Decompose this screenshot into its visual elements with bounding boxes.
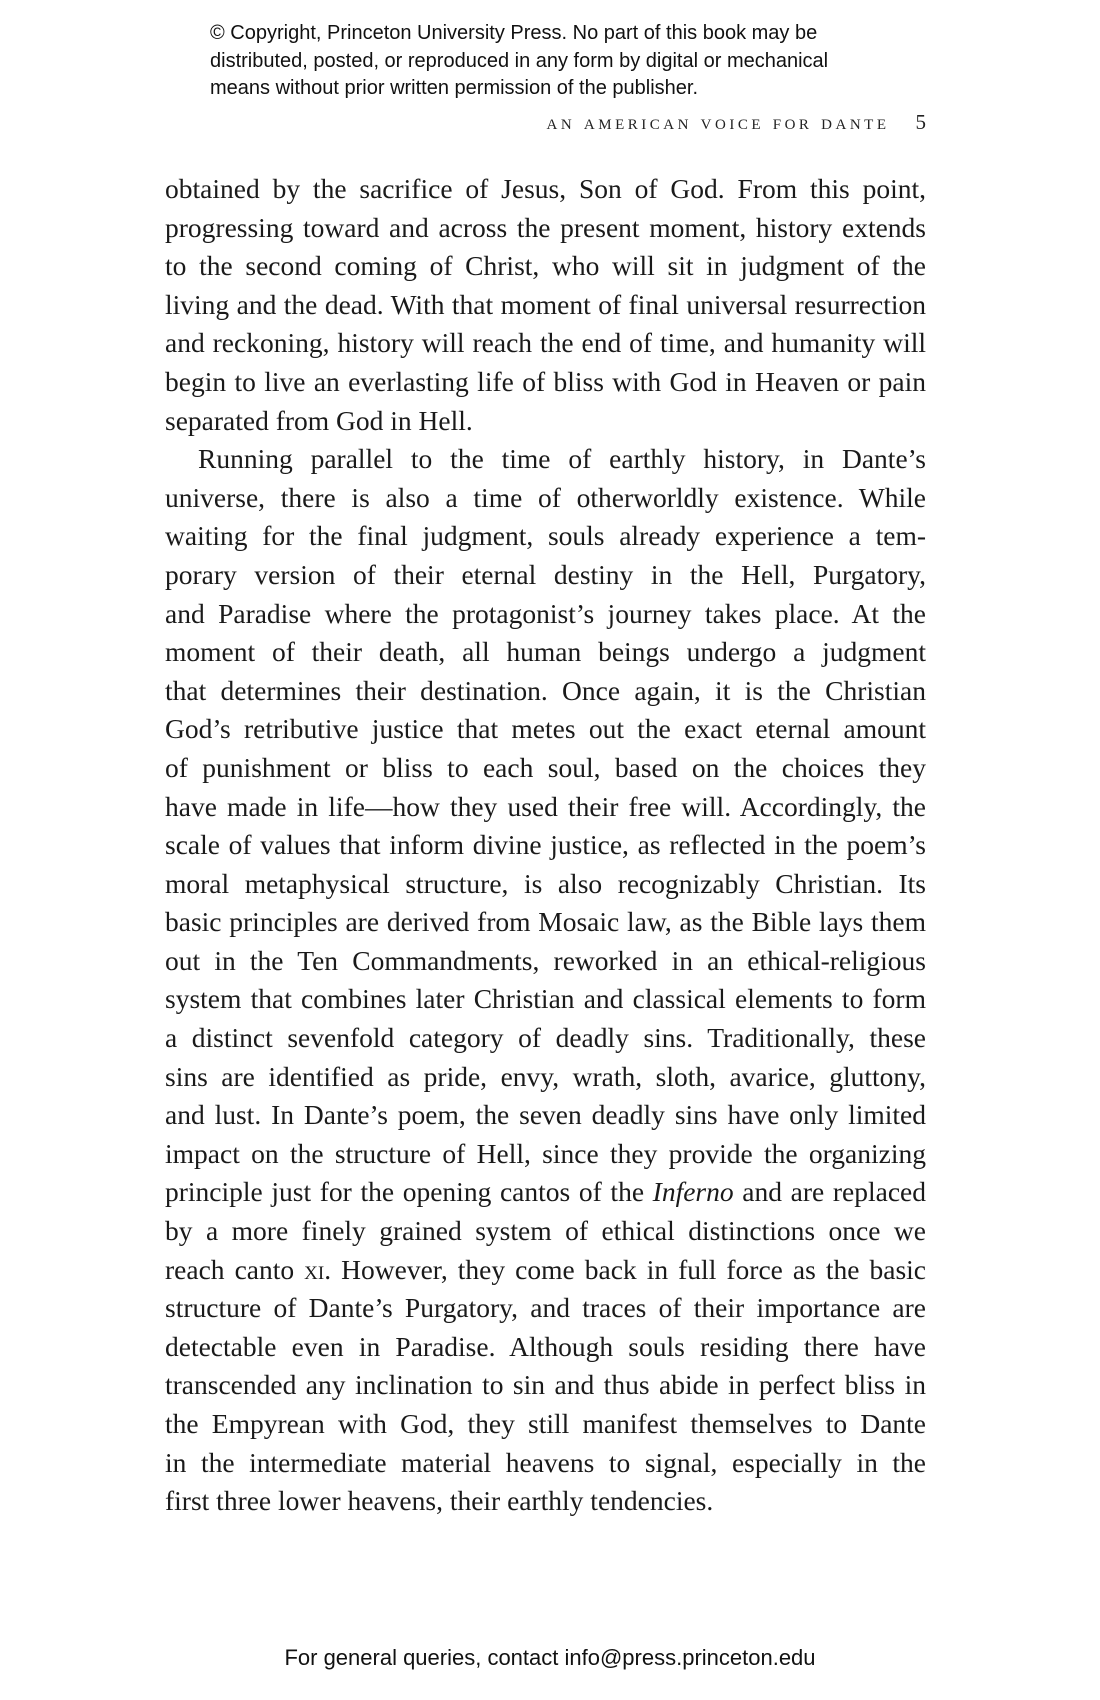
text-line: progressing toward and across the present moment, history extends xyxy=(165,211,926,243)
text-line: separated from God in Hell. xyxy=(165,404,473,436)
text-fragment: . However, they come back in full force as the basic xyxy=(324,1253,927,1285)
paragraph-2 xyxy=(165,440,926,1521)
text-fragment: reach canto xyxy=(165,1253,305,1285)
inferno-title: Inferno xyxy=(652,1176,734,1208)
text-line: of punishment or bliss to each soul, based on the choices they xyxy=(165,751,926,783)
text-line xyxy=(165,1173,926,1212)
text-line: begin to live an everlasting life of bliss with God in Heaven or pain xyxy=(165,365,926,397)
text-line: scale of values that inform divine justice, as reflected in the poem’s xyxy=(165,829,926,861)
text-line: moral metaphysical structure, is also recognizably Christian. Its xyxy=(165,867,926,899)
text-line: porary version of their eternal destiny in the Hell, Purgatory, xyxy=(165,558,926,590)
text-line: out in the Ten Commandments, reworked in an ethical-religious xyxy=(165,944,926,976)
text-line: basic principles are derived from Mosaic law, as the Bible lays them xyxy=(165,906,926,938)
text-fragment: and are replaced xyxy=(733,1176,926,1208)
text-line: living and the dead. With that moment of final universal resurrection xyxy=(165,288,926,320)
text-line: and reckoning, history will reach the end of time, and humanity will xyxy=(165,327,926,359)
footer-contact: For general queries, contact info@press.princeton.edu xyxy=(284,1645,816,1670)
text-line xyxy=(165,1251,926,1290)
copyright-line: © Copyright, Princeton University Press. No part of this book may be xyxy=(210,22,818,44)
text-line: the Empyrean with God, they still manifest themselves to Dante xyxy=(165,1408,926,1439)
text-line: to the second coming of Christ, who will sit in judgment of the xyxy=(165,250,926,282)
body-text xyxy=(165,170,926,1521)
text-line: Running parallel to the time of earthly history, in Dante’s xyxy=(198,443,926,475)
page-number: 5 xyxy=(915,110,926,134)
text-line: by a more finely grained system of ethical distinctions once we xyxy=(165,1215,926,1247)
text-fragment: principle just for the opening cantos of the xyxy=(165,1176,653,1208)
text-line: have made in life—how they used their free will. Accordingly, the xyxy=(165,790,926,822)
text-line: detectable even in Paradise. Although souls residing there have xyxy=(165,1330,926,1362)
text-line: and lust. In Dante’s poem, the seven deadly sins have only limited xyxy=(165,1099,926,1131)
text-line: waiting for the final judgment, souls already experience a tem- xyxy=(165,520,926,552)
running-head xyxy=(165,110,926,135)
text-line: a distinct sevenfold category of deadly sins. Traditionally, these xyxy=(165,1022,926,1054)
text-line: structure of Dante’s Purgatory, and traces of their importance are xyxy=(165,1292,926,1324)
paragraph-1 xyxy=(165,170,926,440)
text-line: moment of their death, all human beings undergo a judgment xyxy=(165,636,926,668)
text-line: obtained by the sacrifice of Jesus, Son of God. From this point, xyxy=(165,173,926,204)
copyright-notice xyxy=(210,20,910,103)
text-line: that determines their destination. Once again, it is the Christian xyxy=(165,674,926,706)
text-line: sins are identified as pride, envy, wrath, sloth, avarice, gluttony, xyxy=(165,1060,926,1092)
text-line: system that combines later Christian and classical elements to form xyxy=(165,983,926,1015)
text-line: in the intermediate material heavens to signal, especially in the xyxy=(165,1446,926,1478)
text-line: God’s retributive justice that metes out the exact eternal amount xyxy=(165,713,926,745)
running-head-title: an american voice for dante xyxy=(546,110,890,134)
text-line: and Paradise where the protagonist’s journey takes place. At the xyxy=(165,597,926,629)
text-line: universe, there is also a time of otherworldly existence. While xyxy=(165,481,926,513)
canto-numeral: xi xyxy=(304,1253,325,1285)
text-line: impact on the structure of Hell, since they provide the organizing xyxy=(165,1137,926,1169)
text-line: first three lower heavens, their earthly tendencies. xyxy=(165,1485,714,1517)
copyright-line: distributed, posted, or reproduced in any form by digital or mechanical xyxy=(210,49,829,72)
text-line: transcended any inclination to sin and thus abide in perfect bliss in xyxy=(165,1369,926,1401)
copyright-line: means without prior written permission of the publisher. xyxy=(210,77,699,99)
